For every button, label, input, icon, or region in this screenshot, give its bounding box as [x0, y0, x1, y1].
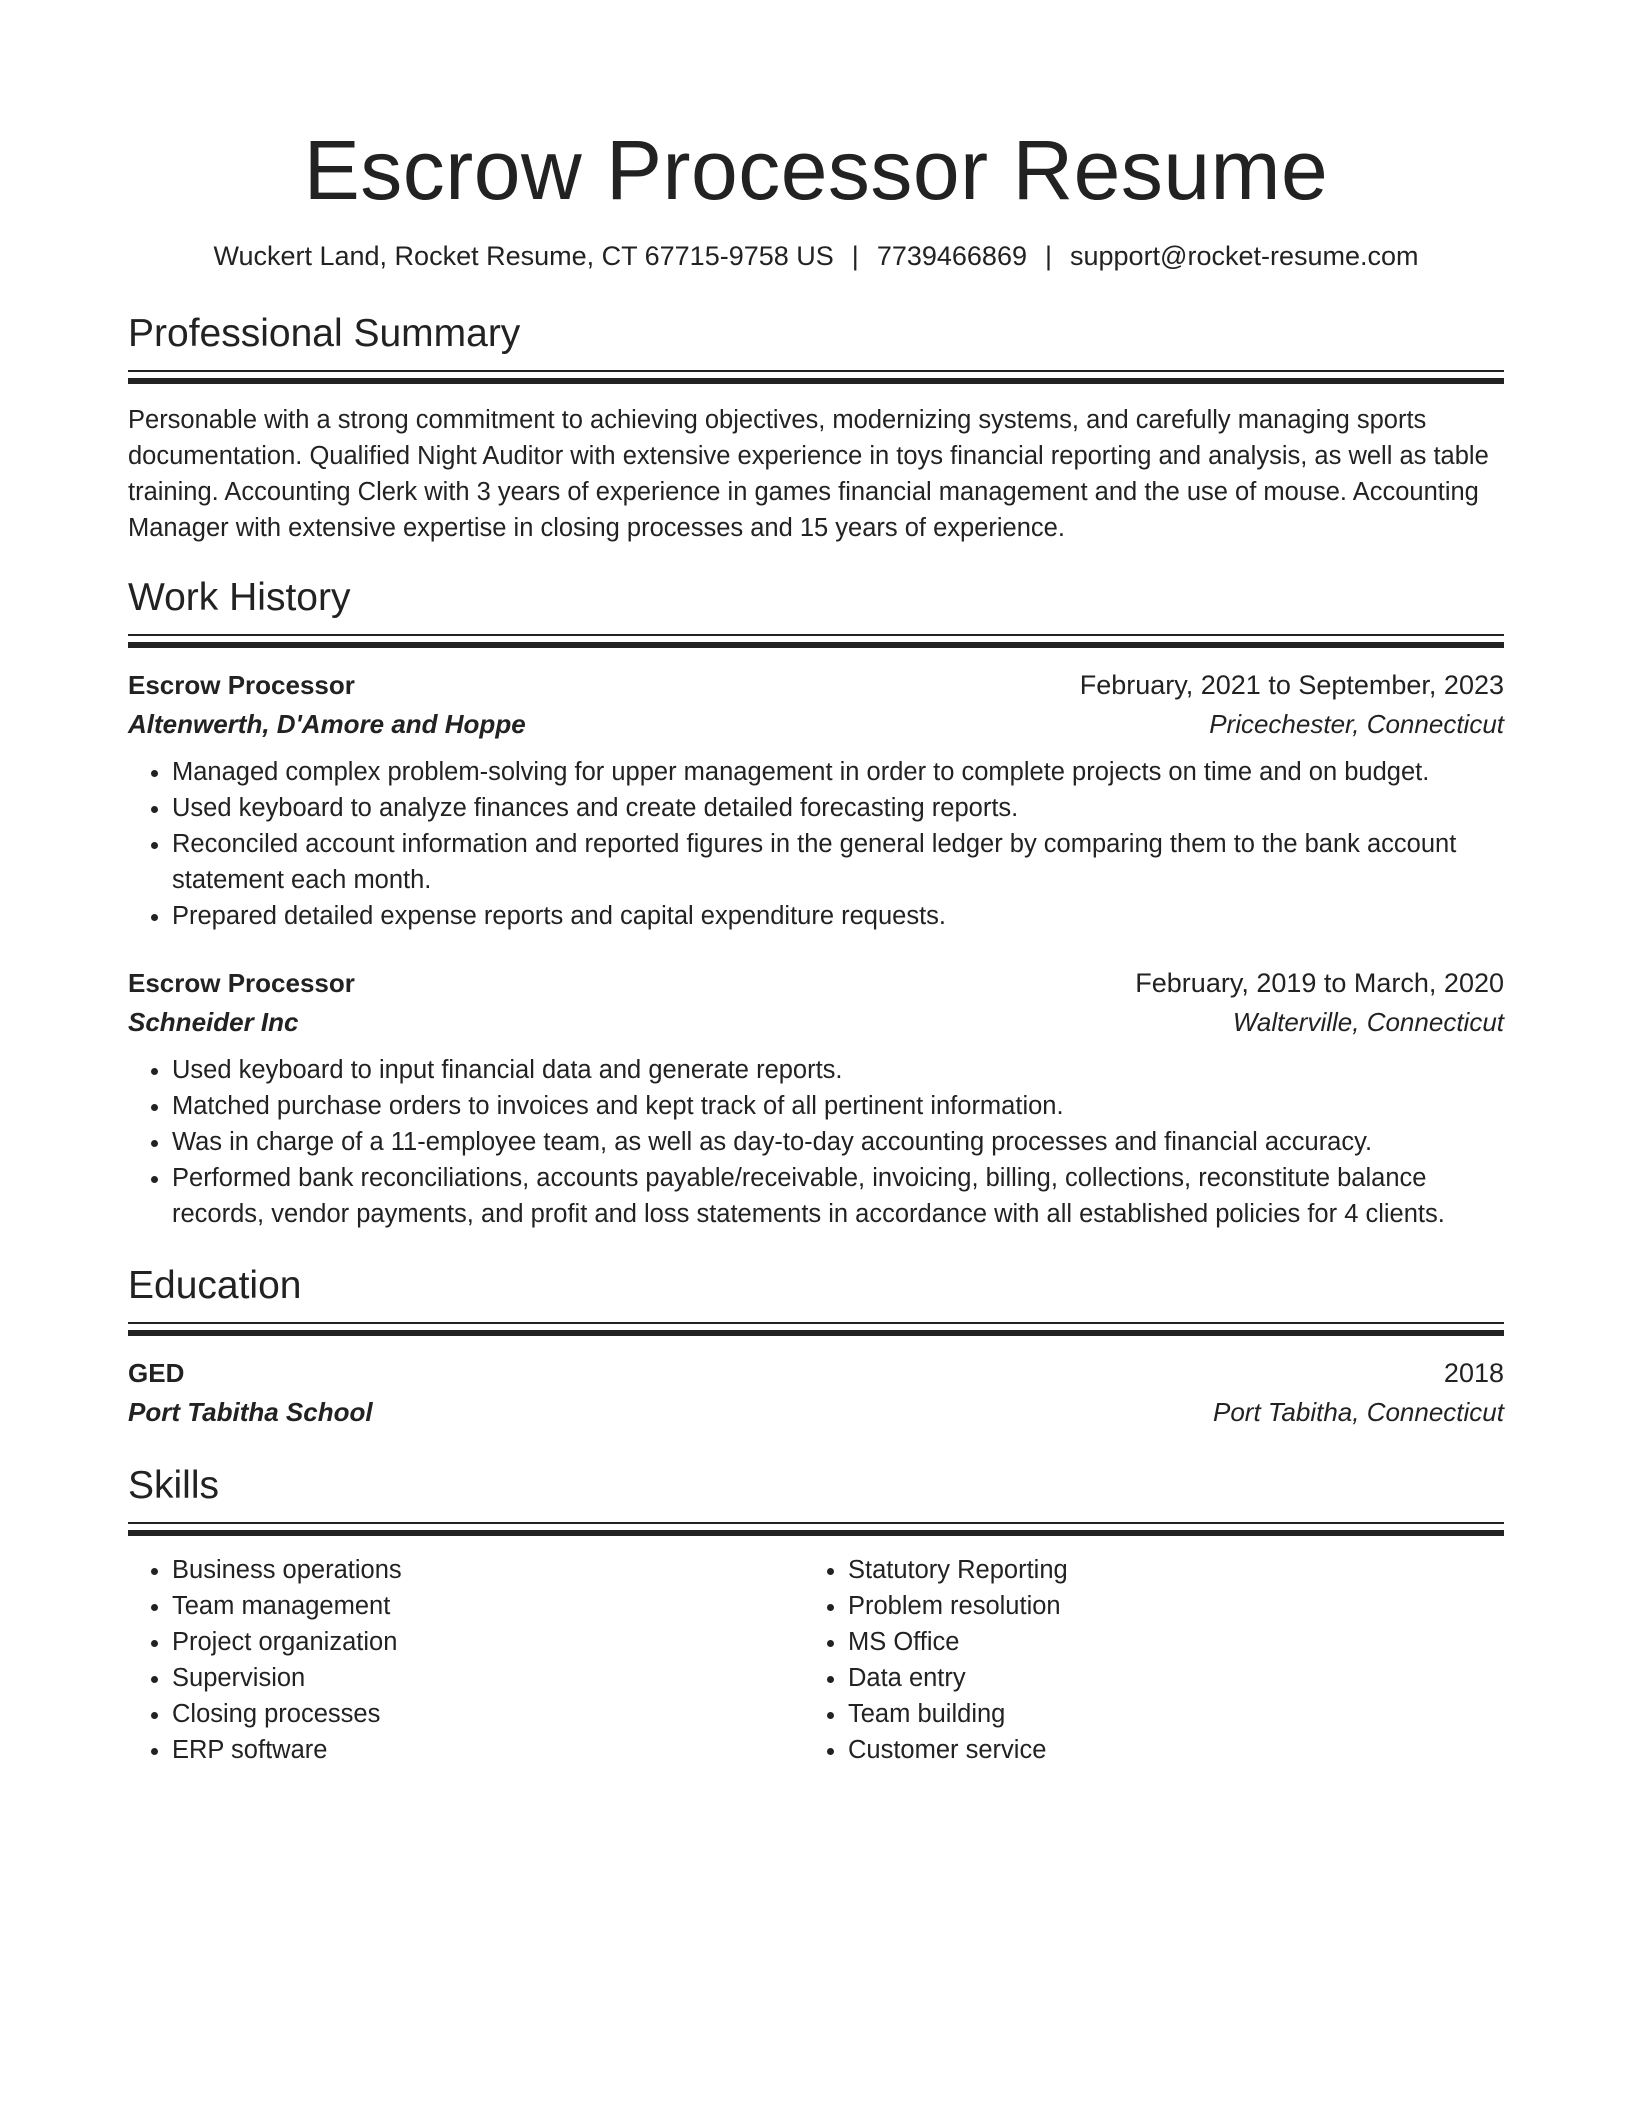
work-history-heading: Work History	[128, 576, 351, 619]
skills-columns	[128, 1552, 1504, 1768]
contact-address: Wuckert Land, Rocket Resume, CT 67715-9758 US	[213, 241, 834, 271]
skills-heading: Skills	[128, 1464, 220, 1507]
list-item: • Used keyboard to input financial data and generate reports.	[172, 1052, 1504, 1088]
job-duties-list	[128, 1052, 1504, 1232]
summary-section	[128, 310, 1504, 546]
job-dates: February, 2021 to September, 2023	[1079, 670, 1504, 700]
list-item: • Problem resolution	[848, 1588, 1504, 1624]
list-item: • Project organization	[172, 1624, 804, 1660]
work-history-section	[128, 574, 1504, 1232]
job-company: Altenwerth, D'Amore and Hoppe	[128, 709, 526, 739]
list-item: • Was in charge of a 11-employee team, as well as day-to-day accounting processes and financial accuracy.	[172, 1124, 1504, 1160]
job-location: Pricechester, Connecticut	[1209, 709, 1504, 739]
list-item: • Customer service	[848, 1732, 1504, 1768]
skills-list-left	[128, 1552, 804, 1768]
education-school: Port Tabitha School	[128, 1397, 373, 1427]
list-item: • Performed bank reconciliations, accounts payable/receivable, invoicing, billing, collections, reconstitute balance records, vendor payments, and profit and loss statements in accordance with all established policies for 4 clients.	[172, 1160, 1504, 1232]
list-item: • Prepared detailed expense reports and capital expenditure requests.	[172, 898, 1504, 934]
skills-list-right	[804, 1552, 1504, 1768]
resume-title: Escrow Processor Resume	[303, 123, 1329, 217]
education-location: Port Tabitha, Connecticut	[1213, 1397, 1504, 1427]
list-item: • Closing processes	[172, 1696, 804, 1732]
list-item: • Statutory Reporting	[848, 1552, 1504, 1588]
job-location: Walterville, Connecticut	[1232, 1007, 1504, 1037]
contact-line	[128, 238, 1504, 274]
education-heading: Education	[128, 1264, 302, 1307]
list-item: • ERP software	[172, 1732, 804, 1768]
job-duties-list	[128, 754, 1504, 934]
list-item: • Data entry	[848, 1660, 1504, 1696]
summary-heading: Professional Summary	[128, 312, 521, 355]
education-year: 2018	[1443, 1358, 1504, 1388]
job-title: Escrow Processor	[128, 968, 355, 998]
education-section	[128, 1262, 1504, 1432]
list-item: • Managed complex problem-solving for upper management in order to complete projects on time and on budget.	[172, 754, 1504, 790]
contact-email: support@rocket-resume.com	[1070, 241, 1419, 271]
contact-separator: |	[851, 241, 859, 271]
skills-section	[128, 1462, 1504, 1768]
contact-phone: 7739466869	[876, 241, 1027, 271]
section-divider	[128, 1322, 1504, 1338]
education-degree: GED	[128, 1358, 185, 1388]
list-item: • Business operations	[172, 1552, 804, 1588]
list-item: • Supervision	[172, 1660, 804, 1696]
job-title: Escrow Processor	[128, 670, 355, 700]
list-item: • Reconciled account information and reported figures in the general ledger by comparing them to the bank account statement each month.	[172, 826, 1504, 898]
list-item: • Used keyboard to analyze finances and create detailed forecasting reports.	[172, 790, 1504, 826]
section-divider	[128, 634, 1504, 650]
summary-text: Personable with a strong commitment to achieving objectives, modernizing systems, and carefully managing sports documentation. Qualified Night Auditor with extensive experience in toys financial reporting and analysis, as well as table training. Accounting Clerk with 3 years of experience in games financial management and the use of mouse. Accounting Manager with extensive expertise in closing processes and 15 years of experience.	[128, 406, 1489, 542]
list-item: • Team management	[172, 1588, 804, 1624]
contact-separator: |	[1044, 241, 1052, 271]
job-dates: February, 2019 to March, 2020	[1135, 968, 1504, 998]
section-divider	[128, 370, 1504, 386]
list-item: • MS Office	[848, 1624, 1504, 1660]
list-item: • Team building	[848, 1696, 1504, 1732]
section-divider	[128, 1522, 1504, 1538]
job-entry	[128, 666, 1504, 934]
job-entry	[128, 964, 1504, 1232]
education-entry	[128, 1354, 1504, 1432]
list-item: • Matched purchase orders to invoices and kept track of all pertinent information.	[172, 1088, 1504, 1124]
job-company: Schneider Inc	[128, 1007, 299, 1037]
